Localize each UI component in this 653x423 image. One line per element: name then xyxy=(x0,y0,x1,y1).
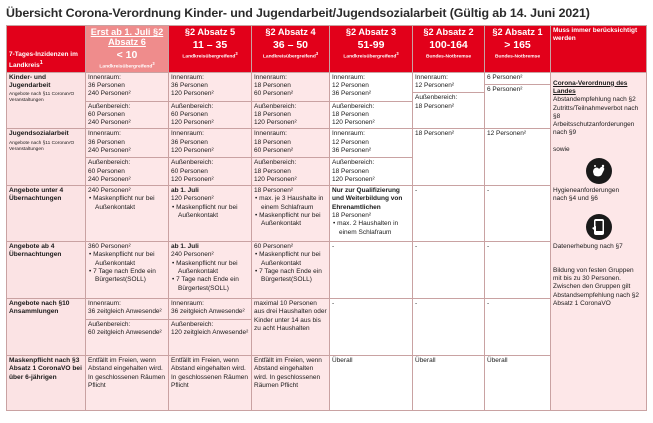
cell-line: 36 Personen xyxy=(171,138,208,146)
table-cell xyxy=(485,242,551,299)
header-scope-text: Bundes-Notbremse xyxy=(494,54,541,60)
row-label-text: Angebote nach §10 Ansammlungen xyxy=(9,300,70,316)
cell-line: 120 Personen² xyxy=(171,195,214,203)
table-cell xyxy=(169,299,252,356)
header-scope-text: Landkreisübergreifend xyxy=(262,54,316,60)
bullet-dot-icon: • xyxy=(89,195,94,203)
cell-line: 36 Personen xyxy=(88,138,125,146)
table-cell xyxy=(485,356,551,411)
row-label xyxy=(7,242,86,299)
table-cell xyxy=(330,72,413,129)
header-scope-text: Landkreisübergreifend xyxy=(343,54,397,60)
cell-line: 18 Personen² xyxy=(415,130,455,138)
table-cell xyxy=(485,129,551,186)
header-scope xyxy=(254,51,327,61)
cell-line: Außenbereich: xyxy=(171,320,214,328)
cell-line: Entfällt im Freien, wenn Abstand eingehalten wird. In geschlossenen Räumen Pflicht xyxy=(88,357,165,390)
header-incidence-sup: 1 xyxy=(39,60,43,67)
bullet-dot-icon: • xyxy=(333,220,338,228)
header-paragraph: Erst ab 1. Juli §2 Absatz 6 xyxy=(90,27,164,47)
header-paragraph: §2 Absatz 2 xyxy=(423,27,474,37)
cell-line: 18 Personen xyxy=(254,138,291,146)
cell-line: Außenbereich: xyxy=(254,102,297,110)
cell-heading: Nur zur Qualifizierung und Weiterbildung von Ehrenamtlichen xyxy=(332,187,403,211)
table-cell xyxy=(252,129,330,186)
cell-line: 18 Personen xyxy=(254,81,291,89)
cell-line: 60 Personen² xyxy=(254,147,294,154)
table-cell xyxy=(252,186,330,242)
cell-bullet xyxy=(254,268,327,285)
cell-line: 18 Personen xyxy=(332,110,369,118)
cell-line: 60 Personen xyxy=(171,110,208,118)
cell-bullet-text: Maskenpflicht nur bei Außenkontakt xyxy=(176,259,238,276)
header-col-0 xyxy=(86,26,169,73)
row-label-note: Angebote nach §11 CoronaVO Veranstaltungen xyxy=(9,140,75,152)
bullet-dot-icon: • xyxy=(172,203,177,211)
cell-line: 120 Personen² xyxy=(332,175,375,183)
cell-line: - xyxy=(487,243,490,251)
cell-divider xyxy=(330,157,412,158)
cell-line: maximal 10 Personen aus drei Haushalten oder Kinder unter 14 aus bis zu acht Haushalten xyxy=(254,300,327,333)
bullet-dot-icon: • xyxy=(255,212,260,220)
header-range: 11 – 35 xyxy=(192,39,228,51)
cell-line: Entfällt im Freien, wenn Abstand eingehalten wird. In geschlossenen Räumen Pflicht xyxy=(171,357,248,390)
side-data-collection: Datenerhebung nach §7 xyxy=(553,242,623,250)
cell-line: Überall xyxy=(415,357,436,365)
header-paragraph: §2 Absatz 4 xyxy=(265,27,316,37)
cell-line: 36 Personen² xyxy=(332,147,372,154)
cell-line: Innenraum: xyxy=(88,300,121,308)
cell-bullet xyxy=(88,268,166,285)
header-col-4 xyxy=(413,26,485,73)
cell-line: - xyxy=(332,300,335,308)
header-incidence-label xyxy=(7,26,86,73)
cell-bullet-text: Maskenpflicht nur bei Außenkontakt xyxy=(259,212,321,228)
table-cell xyxy=(413,186,485,242)
row-label-note: Angebote nach §11 CoronaVO Veranstaltungen xyxy=(9,92,75,104)
cell-line: Außenbereich: xyxy=(254,159,297,167)
header-range: < 10 xyxy=(116,49,138,61)
cell-line: 240 Personen² xyxy=(171,251,214,259)
table-cell xyxy=(330,129,413,186)
cell-divider xyxy=(169,319,251,320)
cell-bullet xyxy=(254,212,327,229)
bullet-dot-icon: • xyxy=(255,195,260,203)
header-scope xyxy=(415,51,482,61)
cell-line: Innenraum: xyxy=(415,73,448,81)
cell-divider xyxy=(413,92,484,93)
row-label-text: Angebote unter 4 Übernachtungen xyxy=(9,187,64,203)
side-heading: Corona-Verordnung des Landes xyxy=(553,79,628,95)
cell-line: 12 Personen xyxy=(332,138,369,146)
cell-line: - xyxy=(487,187,490,195)
cell-line: 36 Personen² xyxy=(332,90,372,98)
cell-line: 120 Personen² xyxy=(171,90,214,98)
cell-divider xyxy=(169,101,251,102)
header-scope-sup: 3 xyxy=(396,51,399,56)
table-cell xyxy=(86,72,169,129)
table-cell xyxy=(169,72,252,129)
side-line: Abstandempfehlung nach §2 xyxy=(553,96,636,104)
cell-bullet xyxy=(171,204,249,221)
cell-line: 18 Personen xyxy=(254,167,291,175)
cell-line: 120 zeitgleich Anwesende² xyxy=(171,329,249,337)
header-scope xyxy=(332,51,410,61)
cell-divider xyxy=(86,157,168,158)
side-group-rule: Bildung von festen Gruppen mit bis zu 30 Personen. xyxy=(553,266,634,283)
cell-line: 120 Personen² xyxy=(171,147,214,154)
table-cell xyxy=(169,356,252,411)
table-cell xyxy=(169,242,252,299)
cell-line: Innenraum: xyxy=(171,73,204,81)
header-always-text: Muss immer berücksichtigt werden xyxy=(553,27,638,43)
row-label-text: Kinder- und Jugendarbeit xyxy=(9,73,51,89)
cell-line: 60 Personen² xyxy=(254,90,294,98)
cell-bullet xyxy=(254,251,327,268)
cell-line: 60 Personen xyxy=(88,167,125,175)
cell-line: 60 zeitgleich Anwesende² xyxy=(88,329,162,337)
cell-line: Außenbereich: xyxy=(415,94,458,102)
cell-line: 18 Personen xyxy=(254,110,291,118)
cell-line: 6 Personen² xyxy=(487,73,523,81)
header-paragraph: §2 Absatz 1 xyxy=(492,27,543,37)
cell-line: Außenbereich: xyxy=(332,159,375,167)
cell-line: 240 Personen² xyxy=(88,90,131,98)
cell-line: Innenraum: xyxy=(254,73,287,81)
row-label-text: Angebote ab 4 Übernachtungen xyxy=(9,243,62,259)
row-label xyxy=(7,129,86,186)
cell-bullet xyxy=(88,195,166,212)
header-col-2 xyxy=(252,26,330,73)
cell-divider xyxy=(252,101,329,102)
page-title: Übersicht Corona-Verordnung Kinder- und Jugendarbeit/Jugendsozialarbeit (Gültig ab 14. Juni 2021) xyxy=(6,6,590,20)
row-label xyxy=(7,299,86,356)
table-cell xyxy=(252,299,330,356)
cell-line: 36 Personen xyxy=(88,81,125,89)
cell-bullet xyxy=(254,195,327,212)
cell-line: - xyxy=(487,300,490,308)
row-label xyxy=(7,186,86,242)
cell-heading: ab 1. Juli xyxy=(171,243,199,251)
header-scope-sup: 3 xyxy=(315,51,319,56)
cell-line: 18 Personen xyxy=(332,167,369,175)
header-col-1 xyxy=(169,26,252,73)
cell-line: 360 Personen² xyxy=(88,243,131,251)
bullet-dot-icon: • xyxy=(89,251,94,259)
table-cell xyxy=(252,242,330,299)
header-always-applies xyxy=(551,26,647,73)
header-range: 100-164 xyxy=(429,39,468,51)
cell-line: 12 Personen² xyxy=(415,81,455,89)
cell-line: 120 Personen² xyxy=(171,119,214,127)
side-line: Zutritts/Teilnahmeverbot nach §8 xyxy=(553,104,639,120)
table-cell xyxy=(169,186,252,242)
table-cell xyxy=(86,186,169,242)
bullet-dot-icon: • xyxy=(172,259,177,267)
table-cell xyxy=(413,129,485,186)
hand-washing-icon xyxy=(586,158,612,184)
header-paragraph: §2 Absatz 3 xyxy=(345,27,397,37)
table-cell xyxy=(413,72,485,129)
table-cell xyxy=(330,186,413,242)
cell-bullet-text: Maskenpflicht nur bei Außenkontakt xyxy=(93,251,155,267)
table-cell xyxy=(169,129,252,186)
cell-line: Innenraum: xyxy=(332,130,365,138)
cell-line: Innenraum: xyxy=(88,130,121,138)
cell-line: Außenbereich: xyxy=(171,102,214,110)
cell-line: 36 zeitgleich Anwesende² xyxy=(171,308,245,316)
regulation-table xyxy=(6,25,647,411)
cell-line: Außenbereich: xyxy=(88,320,131,328)
header-incidence-text: 7-Tages-Inzidenzen im Landkreis xyxy=(9,50,78,70)
table-cell xyxy=(86,242,169,299)
always-applies-column xyxy=(551,72,647,411)
cell-bullet xyxy=(171,276,249,293)
cell-line: 240 Personen² xyxy=(88,147,131,154)
cell-line: Überall xyxy=(487,357,508,365)
table-cell xyxy=(86,299,169,356)
cell-line: 60 Personen² xyxy=(254,243,294,251)
side-group-rule: Zwischen den Gruppen gilt Abstandsempfehlung nach §2 Absatz 1 CoronaVO xyxy=(553,283,640,308)
smartphone-data-icon xyxy=(586,214,612,240)
header-row xyxy=(7,26,647,73)
header-scope xyxy=(171,51,249,61)
table-cell xyxy=(413,356,485,411)
header-range: 36 – 50 xyxy=(272,39,309,51)
cell-line: Innenraum: xyxy=(88,73,121,81)
header-scope-text: Landkreisübergreifend xyxy=(182,54,236,60)
cell-line: 18 Personen² xyxy=(254,187,294,195)
cell-line: 6 Personen² xyxy=(487,85,523,93)
side-sowie: sowie xyxy=(553,145,570,153)
cell-divider xyxy=(485,84,550,85)
cell-bullet xyxy=(332,220,410,237)
side-line: Arbeitsschutzanforderungen nach §9 xyxy=(553,121,635,137)
cell-heading: ab 1. Juli xyxy=(171,187,199,195)
cell-line: 240 Personen² xyxy=(88,119,131,127)
cell-line: Innenraum: xyxy=(171,300,204,308)
cell-bullet-text: 7 Tage nach Ende ein Bürgertest(SOLL) xyxy=(176,276,239,292)
table-cell xyxy=(485,299,551,356)
header-range: 51-99 xyxy=(357,39,385,51)
cell-bullet-text: Maskenpflicht nur bei Außenkontakt xyxy=(259,251,321,267)
header-col-3 xyxy=(330,26,413,73)
cell-line: Überall xyxy=(332,357,353,365)
header-col-5 xyxy=(485,26,551,73)
cell-bullet-text: max. 2 Haushalten in einem Schlafraum xyxy=(337,220,399,236)
cell-line: - xyxy=(332,243,335,251)
cell-divider xyxy=(86,101,168,102)
cell-line: 120 Personen² xyxy=(171,175,214,183)
cell-bullet xyxy=(88,251,166,268)
bullet-dot-icon: • xyxy=(255,268,260,276)
cell-line: - xyxy=(415,300,418,308)
cell-line: Innenraum: xyxy=(254,130,287,138)
cell-bullet-text: Maskenpflicht nur bei Außenkontakt xyxy=(93,195,155,211)
cell-line: 240 Personen² xyxy=(88,175,131,183)
cell-line: 36 zeitgleich Anwesende² xyxy=(88,308,162,316)
row-label-text: Maskenpflicht nach §3 Absatz 1 CoronaVO bei über 6-jährigen xyxy=(9,357,82,381)
cell-divider xyxy=(252,157,329,158)
cell-bullet-text: Maskenpflicht nur bei Außenkontakt xyxy=(176,203,238,220)
cell-line: 120 Personen² xyxy=(332,119,375,127)
header-range: > 165 xyxy=(504,39,531,51)
cell-bullet xyxy=(171,260,249,277)
header-scope-sup: 3 xyxy=(235,51,238,56)
table-row xyxy=(7,72,647,129)
cell-line: Außenbereich: xyxy=(88,102,131,110)
cell-line: 12 Personen xyxy=(332,81,369,89)
cell-line: 240 Personen² xyxy=(88,187,131,195)
side-hygiene: Hygieneanforderungen xyxy=(553,187,620,194)
cell-line: Innenraum: xyxy=(171,130,204,138)
row-label xyxy=(7,72,86,129)
cell-line: Entfällt im Freien, wenn Abstand eingehalten wird. In geschlossenen Räumen Pflicht xyxy=(254,357,322,390)
cell-line: 60 Personen xyxy=(171,167,208,175)
cell-line: Außenbereich: xyxy=(88,159,131,167)
table-cell xyxy=(330,242,413,299)
bullet-dot-icon: • xyxy=(89,268,94,276)
table-cell xyxy=(330,299,413,356)
cell-line: 18 Personen² xyxy=(332,212,372,220)
cell-line: 120 Personen² xyxy=(254,175,297,183)
header-scope xyxy=(487,51,548,61)
table-cell xyxy=(485,186,551,242)
cell-line: Außenbereich: xyxy=(171,159,214,167)
header-paragraph: §2 Absatz 5 xyxy=(184,27,236,37)
table-cell xyxy=(413,299,485,356)
cell-bullet-text: 7 Tage nach Ende ein Bürgertest(SOLL) xyxy=(259,268,322,284)
cell-line: 36 Personen xyxy=(171,81,208,89)
table-cell xyxy=(485,72,551,129)
cell-line: 120 Personen² xyxy=(254,119,297,127)
table-cell xyxy=(86,129,169,186)
table-cell xyxy=(413,242,485,299)
header-scope-sup: 3 xyxy=(152,61,155,66)
header-scope-text: Landkreisübergreifend xyxy=(99,64,153,70)
row-label xyxy=(7,356,86,411)
table-cell xyxy=(86,356,169,411)
table-cell xyxy=(252,72,330,129)
cell-line: - xyxy=(415,187,418,195)
side-hygiene: nach §4 und §6 xyxy=(553,195,598,203)
cell-divider xyxy=(169,157,251,158)
table-cell xyxy=(330,356,413,411)
header-scope xyxy=(88,61,166,71)
cell-line: 60 Personen xyxy=(88,110,125,118)
cell-divider xyxy=(330,101,412,102)
header-scope-text: Bundes-Notbremse xyxy=(425,54,472,60)
cell-line: - xyxy=(415,243,418,251)
cell-bullet-text: 7 Tage nach Ende ein Bürgertest(SOLL) xyxy=(93,268,156,284)
bullet-dot-icon: • xyxy=(172,276,177,284)
cell-line: 18 Personen² xyxy=(415,102,455,110)
row-label-text: Jugendsozialarbeit xyxy=(9,130,69,138)
cell-line: Innenraum: xyxy=(332,73,365,81)
cell-line: Außenbereich: xyxy=(332,102,375,110)
bullet-dot-icon: • xyxy=(255,251,260,259)
cell-line: 12 Personen² xyxy=(487,130,527,138)
cell-divider xyxy=(86,319,168,320)
table-cell xyxy=(252,356,330,411)
cell-bullet-text: max. je 3 Haushalte in einem Schlafraum xyxy=(259,195,324,211)
